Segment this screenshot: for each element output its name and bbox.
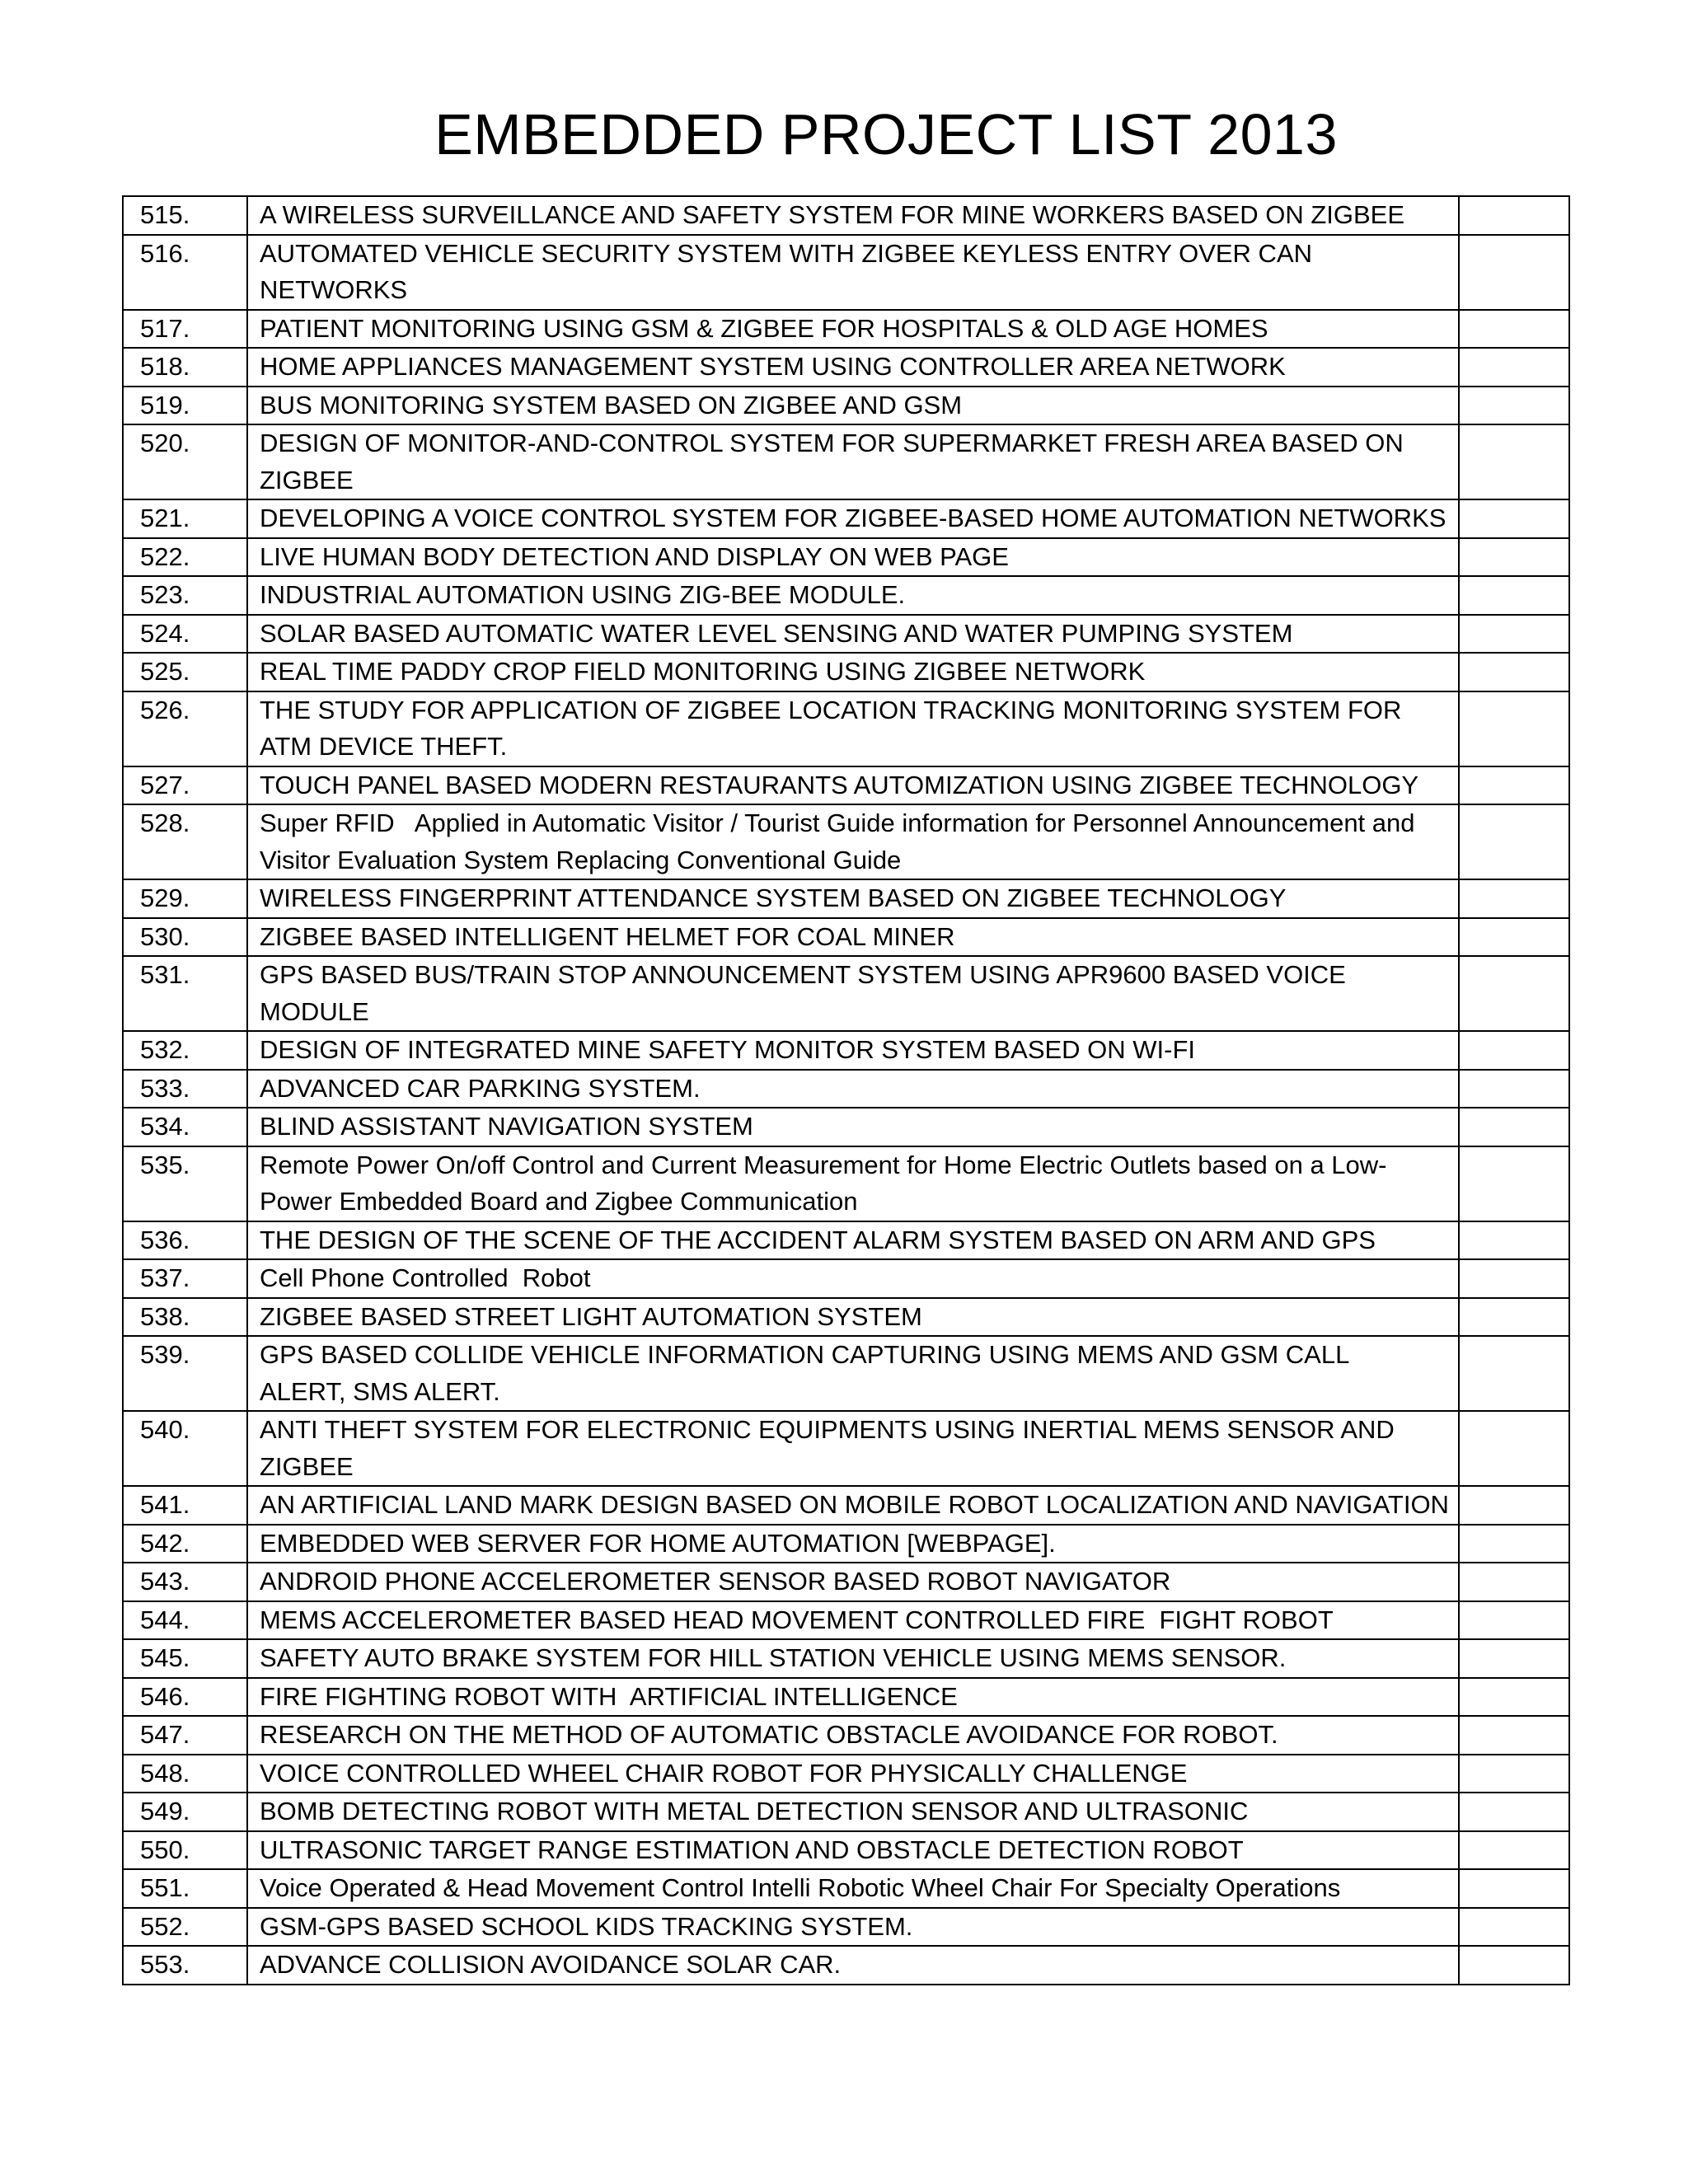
empty-cell (1459, 538, 1569, 577)
empty-cell (1459, 1146, 1569, 1221)
empty-cell (1459, 1793, 1569, 1831)
project-title: ZIGBEE BASED STREET LIGHT AUTOMATION SYSTEM (247, 1298, 1459, 1337)
project-row (123, 196, 1569, 235)
empty-cell (1459, 956, 1569, 1031)
project-number: 520. (123, 424, 247, 499)
empty-cell (1459, 1831, 1569, 1870)
project-number: 521. (123, 499, 247, 538)
project-row (123, 499, 1569, 538)
project-title: REAL TIME PADDY CROP FIELD MONITORING USING ZIGBEE NETWORK (247, 653, 1459, 691)
project-row (123, 1908, 1569, 1947)
project-title: ANTI THEFT SYSTEM FOR ELECTRONIC EQUIPMENTS USING INERTIAL MEMS SENSOR AND ZIGBEE (247, 1411, 1459, 1486)
project-title: FIRE FIGHTING ROBOT WITH ARTIFICIAL INTELLIGENCE (247, 1678, 1459, 1717)
empty-cell (1459, 1259, 1569, 1298)
project-number: 551. (123, 1869, 247, 1908)
empty-cell (1459, 1070, 1569, 1108)
empty-cell (1459, 1639, 1569, 1678)
project-number: 516. (123, 235, 247, 310)
project-row (123, 1070, 1569, 1108)
project-title: THE DESIGN OF THE SCENE OF THE ACCIDENT ALARM SYSTEM BASED ON ARM AND GPS (247, 1221, 1459, 1260)
project-row (123, 1108, 1569, 1146)
empty-cell (1459, 804, 1569, 879)
project-number: 529. (123, 879, 247, 918)
empty-cell (1459, 1908, 1569, 1947)
empty-cell (1459, 424, 1569, 499)
project-row (123, 1525, 1569, 1563)
project-title: INDUSTRIAL AUTOMATION USING ZIG-BEE MODULE. (247, 576, 1459, 615)
empty-cell (1459, 1716, 1569, 1755)
project-row (123, 348, 1569, 387)
project-number: 541. (123, 1486, 247, 1525)
project-row (123, 1946, 1569, 1985)
empty-cell (1459, 1563, 1569, 1601)
project-row (123, 766, 1569, 805)
project-row (123, 691, 1569, 766)
empty-cell (1459, 1108, 1569, 1146)
empty-cell (1459, 1031, 1569, 1070)
project-row (123, 1716, 1569, 1755)
project-title: GPS BASED BUS/TRAIN STOP ANNOUNCEMENT SYSTEM USING APR9600 BASED VOICE MODULE (247, 956, 1459, 1031)
project-row (123, 1486, 1569, 1525)
project-number: 536. (123, 1221, 247, 1260)
project-row (123, 1601, 1569, 1640)
project-title: AUTOMATED VEHICLE SECURITY SYSTEM WITH ZIGBEE KEYLESS ENTRY OVER CAN NETWORKS (247, 235, 1459, 310)
project-title: LIVE HUMAN BODY DETECTION AND DISPLAY ON WEB PAGE (247, 538, 1459, 577)
project-title: MEMS ACCELEROMETER BASED HEAD MOVEMENT CONTROLLED FIRE FIGHT ROBOT (247, 1601, 1459, 1640)
project-number: 543. (123, 1563, 247, 1601)
project-number: 552. (123, 1908, 247, 1947)
empty-cell (1459, 918, 1569, 957)
project-title: DEVELOPING A VOICE CONTROL SYSTEM FOR ZIGBEE-BASED HOME AUTOMATION NETWORKS (247, 499, 1459, 538)
project-row (123, 1639, 1569, 1678)
project-row (123, 918, 1569, 957)
project-title: Cell Phone Controlled Robot (247, 1259, 1459, 1298)
page-title: EMBEDDED PROJECT LIST 2013 (434, 102, 1338, 166)
project-row (123, 1831, 1569, 1870)
project-title: DESIGN OF MONITOR-AND-CONTROL SYSTEM FOR SUPERMARKET FRESH AREA BASED ON ZIGBEE (247, 424, 1459, 499)
empty-cell (1459, 1869, 1569, 1908)
project-row (123, 879, 1569, 918)
project-row (123, 615, 1569, 654)
project-row (123, 1869, 1569, 1908)
project-number: 547. (123, 1716, 247, 1755)
empty-cell (1459, 1601, 1569, 1640)
empty-cell (1459, 1946, 1569, 1985)
empty-cell (1459, 691, 1569, 766)
project-row (123, 1031, 1569, 1070)
project-title: SAFETY AUTO BRAKE SYSTEM FOR HILL STATION VEHICLE USING MEMS SENSOR. (247, 1639, 1459, 1678)
project-title: ULTRASONIC TARGET RANGE ESTIMATION AND OBSTACLE DETECTION ROBOT (247, 1831, 1459, 1870)
project-title: ADVANCE COLLISION AVOIDANCE SOLAR CAR. (247, 1946, 1459, 1985)
project-number: 522. (123, 538, 247, 577)
project-title: HOME APPLIANCES MANAGEMENT SYSTEM USING CONTROLLER AREA NETWORK (247, 348, 1459, 387)
project-row (123, 1221, 1569, 1260)
empty-cell (1459, 766, 1569, 805)
empty-cell (1459, 1298, 1569, 1337)
empty-cell (1459, 310, 1569, 349)
empty-cell (1459, 348, 1569, 387)
project-number: 540. (123, 1411, 247, 1486)
empty-cell (1459, 653, 1569, 691)
project-title: ZIGBEE BASED INTELLIGENT HELMET FOR COAL MINER (247, 918, 1459, 957)
project-number: 550. (123, 1831, 247, 1870)
project-title: BOMB DETECTING ROBOT WITH METAL DETECTION SENSOR AND ULTRASONIC (247, 1793, 1459, 1831)
project-title: BLIND ASSISTANT NAVIGATION SYSTEM (247, 1108, 1459, 1146)
empty-cell (1459, 1336, 1569, 1411)
project-row (123, 576, 1569, 615)
project-title: THE STUDY FOR APPLICATION OF ZIGBEE LOCATION TRACKING MONITORING SYSTEM FOR ATM DEVICE THEFT. (247, 691, 1459, 766)
project-number: 546. (123, 1678, 247, 1717)
project-number: 539. (123, 1336, 247, 1411)
project-number: 532. (123, 1031, 247, 1070)
empty-cell (1459, 576, 1569, 615)
project-title: GSM-GPS BASED SCHOOL KIDS TRACKING SYSTEM. (247, 1908, 1459, 1947)
project-number: 518. (123, 348, 247, 387)
empty-cell (1459, 387, 1569, 425)
project-title: PATIENT MONITORING USING GSM & ZIGBEE FOR HOSPITALS & OLD AGE HOMES (247, 310, 1459, 349)
project-number: 526. (123, 691, 247, 766)
project-number: 544. (123, 1601, 247, 1640)
project-row (123, 387, 1569, 425)
project-title: EMBEDDED WEB SERVER FOR HOME AUTOMATION [WEBPAGE]. (247, 1525, 1459, 1563)
project-title: BUS MONITORING SYSTEM BASED ON ZIGBEE AND GSM (247, 387, 1459, 425)
project-title: VOICE CONTROLLED WHEEL CHAIR ROBOT FOR PHYSICALLY CHALLENGE (247, 1755, 1459, 1793)
project-number: 531. (123, 956, 247, 1031)
project-number: 515. (123, 196, 247, 235)
project-number: 533. (123, 1070, 247, 1108)
project-row (123, 310, 1569, 349)
empty-cell (1459, 196, 1569, 235)
empty-cell (1459, 879, 1569, 918)
project-row (123, 1793, 1569, 1831)
project-row (123, 1298, 1569, 1337)
empty-cell (1459, 499, 1569, 538)
project-number: 535. (123, 1146, 247, 1221)
empty-cell (1459, 615, 1569, 654)
project-title: WIRELESS FINGERPRINT ATTENDANCE SYSTEM BASED ON ZIGBEE TECHNOLOGY (247, 879, 1459, 918)
project-row (123, 1336, 1569, 1411)
project-number: 525. (123, 653, 247, 691)
empty-cell (1459, 235, 1569, 310)
empty-cell (1459, 1486, 1569, 1525)
project-number: 534. (123, 1108, 247, 1146)
project-number: 545. (123, 1639, 247, 1678)
project-number: 524. (123, 615, 247, 654)
project-number: 548. (123, 1755, 247, 1793)
project-row (123, 1259, 1569, 1298)
project-number: 530. (123, 918, 247, 957)
project-row (123, 1411, 1569, 1486)
project-title: RESEARCH ON THE METHOD OF AUTOMATIC OBSTACLE AVOIDANCE FOR ROBOT. (247, 1716, 1459, 1755)
project-title: Voice Operated & Head Movement Control Intelli Robotic Wheel Chair For Specialty Operations (247, 1869, 1459, 1908)
project-title: GPS BASED COLLIDE VEHICLE INFORMATION CAPTURING USING MEMS AND GSM CALL ALERT, SMS ALERT. (247, 1336, 1459, 1411)
project-row (123, 1755, 1569, 1793)
project-title: Super RFID Applied in Automatic Visitor / Tourist Guide information for Personnel Announcement and Visitor Evaluation System Replacing Conventional Guide (247, 804, 1459, 879)
project-title: SOLAR BASED AUTOMATIC WATER LEVEL SENSING AND WATER PUMPING SYSTEM (247, 615, 1459, 654)
project-row (123, 235, 1569, 310)
project-number: 549. (123, 1793, 247, 1831)
project-title: DESIGN OF INTEGRATED MINE SAFETY MONITOR SYSTEM BASED ON WI-FI (247, 1031, 1459, 1070)
empty-cell (1459, 1411, 1569, 1486)
project-number: 527. (123, 766, 247, 805)
project-number: 523. (123, 576, 247, 615)
project-number: 553. (123, 1946, 247, 1985)
project-title: ANDROID PHONE ACCELEROMETER SENSOR BASED ROBOT NAVIGATOR (247, 1563, 1459, 1601)
project-row (123, 956, 1569, 1031)
project-number: 528. (123, 804, 247, 879)
project-number: 537. (123, 1259, 247, 1298)
project-table (122, 195, 1570, 1985)
empty-cell (1459, 1221, 1569, 1260)
project-title: A WIRELESS SURVEILLANCE AND SAFETY SYSTEM FOR MINE WORKERS BASED ON ZIGBEE (247, 196, 1459, 235)
project-title: AN ARTIFICIAL LAND MARK DESIGN BASED ON MOBILE ROBOT LOCALIZATION AND NAVIGATION (247, 1486, 1459, 1525)
project-row (123, 804, 1569, 879)
project-row (123, 1146, 1569, 1221)
project-row (123, 424, 1569, 499)
project-title: Remote Power On/off Control and Current Measurement for Home Electric Outlets based on a Low-Power Embedded Board and Zigbee Communication (247, 1146, 1459, 1221)
project-row (123, 653, 1569, 691)
project-number: 519. (123, 387, 247, 425)
empty-cell (1459, 1525, 1569, 1563)
project-row (123, 1563, 1569, 1601)
empty-cell (1459, 1678, 1569, 1717)
project-rows (123, 196, 1569, 1985)
project-number: 538. (123, 1298, 247, 1337)
project-row (123, 538, 1569, 577)
project-title: TOUCH PANEL BASED MODERN RESTAURANTS AUTOMIZATION USING ZIGBEE TECHNOLOGY (247, 766, 1459, 805)
project-number: 517. (123, 310, 247, 349)
project-number: 542. (123, 1525, 247, 1563)
project-row (123, 1678, 1569, 1717)
project-title: ADVANCED CAR PARKING SYSTEM. (247, 1070, 1459, 1108)
empty-cell (1459, 1755, 1569, 1793)
